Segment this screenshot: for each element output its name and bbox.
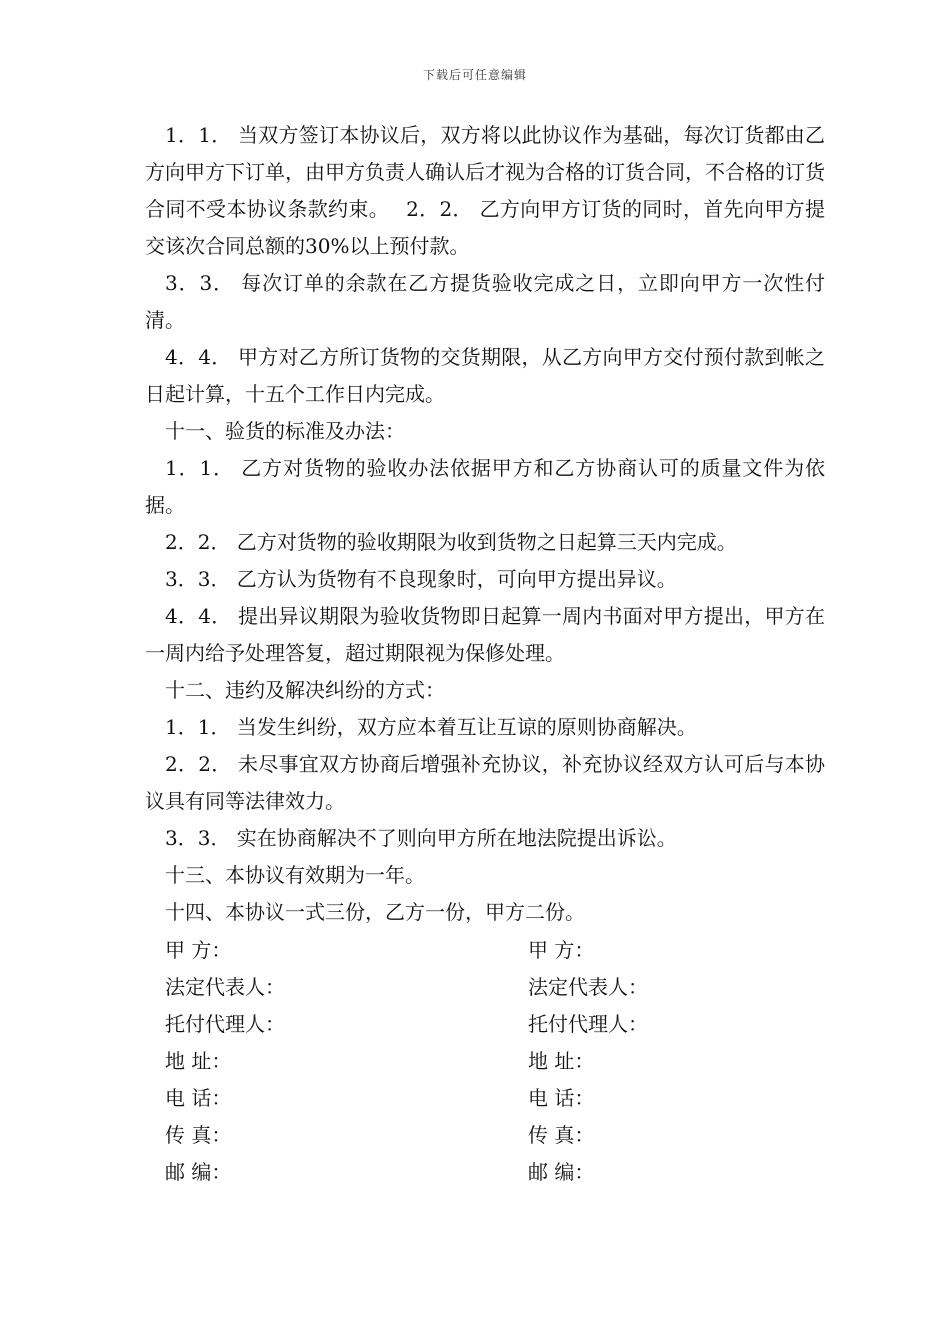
party-b-field: 电 话： xyxy=(528,1086,595,1110)
signature-block xyxy=(165,932,725,1191)
section-heading: 十一、验货的标准及办法： xyxy=(165,419,405,443)
party-b-field: 邮 编： xyxy=(528,1160,595,1184)
section-heading: 十四、本协议一式三份，乙方一份，甲方二份。 xyxy=(165,900,585,924)
signature-row xyxy=(165,1006,725,1043)
clause-paragraph: 2．2． 乙方对货物的验收期限为收到货物之日起算三天内完成。 xyxy=(165,530,737,554)
party-a-field: 托付代理人： xyxy=(165,1012,285,1036)
clause-paragraph: 1．1． 当发生纠纷，双方应本着互让互谅的原则协商解决。 xyxy=(165,715,697,739)
party-a-field: 甲 方： xyxy=(165,938,232,962)
clause-paragraph: 4．4． 甲方对乙方所订货物的交货期限，从乙方向甲方交付预付款到帐之日起计算，十五个工作日内完成。 xyxy=(145,345,825,406)
document-body xyxy=(145,117,825,931)
party-b-field: 法定代表人： xyxy=(528,975,648,999)
party-a-field: 地 址： xyxy=(165,1049,232,1073)
clause-paragraph: 3．3． 乙方认为货物有不良现象时，可向甲方提出异议。 xyxy=(165,567,677,591)
clause-paragraph: 3．3． 实在协商解决不了则向甲方所在地法院提出诉讼。 xyxy=(165,826,677,850)
party-a-field: 传 真： xyxy=(165,1123,232,1147)
party-a-field: 邮 编： xyxy=(165,1160,232,1184)
clause-paragraph: 1．1． 乙方对货物的验收办法依据甲方和乙方协商认可的质量文件为依据。 xyxy=(145,456,825,517)
party-b-field: 甲 方： xyxy=(528,938,595,962)
page-header: 下载后可任意编辑 xyxy=(422,68,527,82)
clause-paragraph: 3．3． 每次订单的余款在乙方提货验收完成之日，立即向甲方一次性付清。 xyxy=(145,271,825,332)
signature-row xyxy=(165,932,725,969)
clause-paragraph: 2．2． 未尽事宜双方协商后增强补充协议，补充协议经双方认可后与本协议具有同等法律效力。 xyxy=(145,752,825,813)
signature-row xyxy=(165,1154,725,1191)
party-a-field: 法定代表人： xyxy=(165,975,285,999)
party-a-field: 电 话： xyxy=(165,1086,232,1110)
party-b-field: 传 真： xyxy=(528,1123,595,1147)
clause-paragraph: 1．1． 当双方签订本协议后，双方将以此协议作为基础，每次订货都由乙方向甲方下订单，由甲方负责人确认后才视为合格的订货合同，不合格的订货合同不受本协议条款约束。 2．2． 乙方向甲方订货的同时，首先向甲方提交该次合同总额的30%以上预付款。 xyxy=(145,123,825,258)
signature-row xyxy=(165,1080,725,1117)
party-b-field: 托付代理人： xyxy=(528,1012,648,1036)
section-heading: 十三、本协议有效期为一年。 xyxy=(165,863,425,887)
section-heading: 十二、违约及解决纠纷的方式： xyxy=(165,678,445,702)
signature-row xyxy=(165,1043,725,1080)
clause-paragraph: 4．4． 提出异议期限为验收货物即日起算一周内书面对甲方提出，甲方在一周内给予处理答复，超过期限视为保修处理。 xyxy=(145,604,825,665)
signature-row xyxy=(165,969,725,1006)
signature-row xyxy=(165,1117,725,1154)
party-b-field: 地 址： xyxy=(528,1049,595,1073)
